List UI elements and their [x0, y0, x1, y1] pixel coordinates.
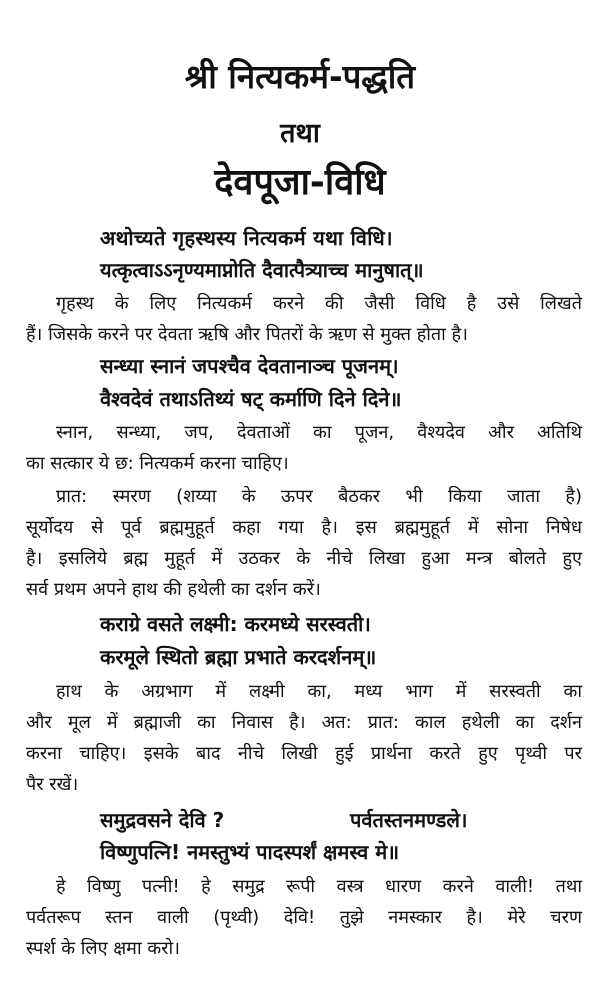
- main-title: श्री नित्यकर्म-पद्धति: [184, 57, 416, 96]
- subtitle: देवपूजा-विधि: [214, 162, 386, 203]
- paragraph-3-line-1: प्रात: स्मरण (शय्या के ऊपर बैठकर भी किया जाता है): [56, 486, 582, 507]
- verse-4-line-1-first-half: समुद्रवसने देवि ?: [100, 808, 225, 832]
- paragraph-4-line-1: हाथ के अग्रभाग में लक्ष्मी का, मध्य भाग में सरस्वती का: [56, 681, 582, 702]
- paragraph-3-line-4: सर्व प्रथम अपने हाथ की हथेली का दर्शन करें।: [26, 579, 321, 600]
- paragraph-5-line-2: पर्वतरूप स्तन वाली (पृथ्वी) देवि! तुझे नमस्कार है। मेरे चरण: [26, 907, 582, 928]
- paragraph-4-line-4: पैर रखें।: [26, 774, 79, 795]
- paragraph-5: [26, 871, 582, 964]
- verse-4-line-1-second-half: पर्वतस्तनमण्डले।: [350, 808, 468, 832]
- paragraph-1: [26, 288, 582, 350]
- paragraph-3-line-2: सूर्योदय से पूर्व ब्रह्ममुहूर्त कहा गया है। इस ब्रह्ममुहूर्त में सोना निषेध: [26, 517, 582, 538]
- verse-2-line-2: वैश्वदेवं तथाऽतिथ्यं षट् कर्माणि दिने दिने॥: [100, 387, 402, 411]
- paragraph-4-line-2: और मूल में ब्रह्माजी का निवास है। अत: प्रात: काल हथेली का दर्शन: [26, 712, 582, 733]
- verse-1-line-1: अथोच्यते गृहस्थस्य नित्यकर्म यथा विधि।: [100, 226, 393, 250]
- verse-3-line-1: कराग्रे वसते लक्ष्मी: करमध्ये सरस्वती।: [100, 612, 371, 636]
- verse-3-line-2: करमूले स्थितो ब्रह्मा प्रभाते करदर्शनम्॥: [100, 645, 377, 669]
- paragraph-2-line-2: का सत्कार ये छ: नित्यकर्म करना चाहिए।: [26, 453, 289, 474]
- paragraph-4: [26, 676, 582, 800]
- paragraph-2-line-1: स्नान, सन्ध्या, जप, देवताओं का पूजन, वैश्यदेव और अतिथि: [56, 422, 582, 443]
- verse-1-line-2: यत्कृत्वाऽऽनृण्यमाप्नोति दैवात्पैत्र्याच्च मानुषात्॥: [100, 258, 424, 282]
- paragraph-5-line-3: स्पर्श के लिए क्षमा करो।: [26, 938, 180, 959]
- verse-2-line-1: सन्ध्या स्नानं जपश्चैव देवतानाञ्च पूजनम्।: [100, 354, 399, 378]
- verse-4-line-2: विष्णुपत्नि! नमस्तुभ्यं पादस्पर्शं क्षमस्व मे॥: [100, 840, 400, 864]
- paragraph-3: [26, 481, 582, 605]
- paragraph-3-line-3: है। इसलिये ब्रह्म मुहूर्त में उठकर के नीचे लिखा हुआ मन्त्र बोलते हुए: [26, 548, 582, 569]
- paragraph-4-line-3: करना चाहिए। इसके बाद नीचे लिखी हुई प्रार्थना करते हुए पृथ्वी पर: [26, 743, 582, 764]
- paragraph-1-line-1: गृहस्थ के लिए नित्यकर्म करने की जैसी विधि है उसे लिखते: [56, 293, 582, 314]
- paragraph-1-line-2: हैं। जिसके करने पर देवता ऋषि और पितरों के ऋण से मुक्त होता है।: [26, 324, 468, 345]
- title-connector: तथा: [280, 118, 320, 149]
- paragraph-5-line-1: हे विष्णु पत्नी! हे समुद्र रूपी वस्त्र धारण करने वाली! तथा: [56, 876, 582, 897]
- paragraph-2: [26, 417, 582, 479]
